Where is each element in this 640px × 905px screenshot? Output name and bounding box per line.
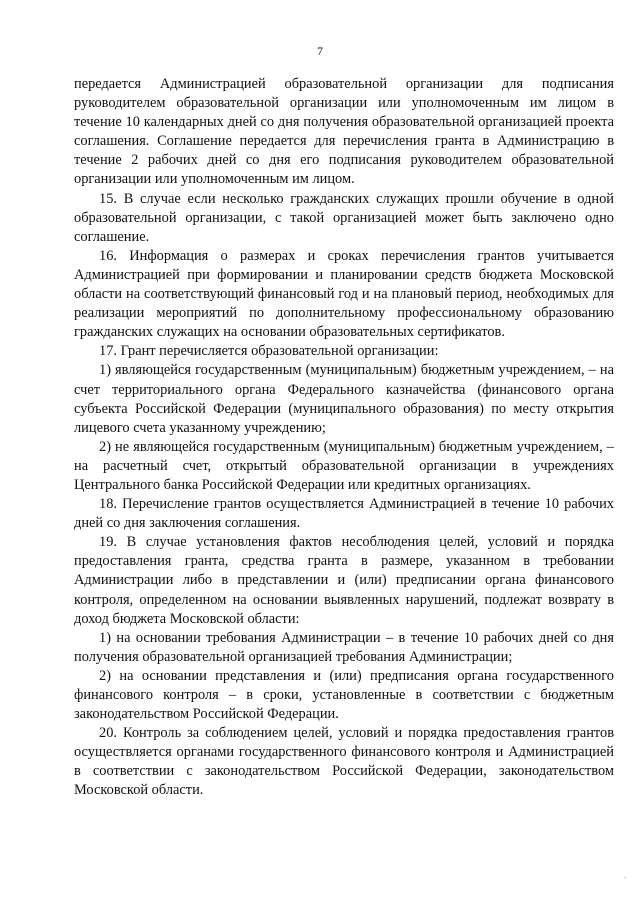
paragraph-17-item-1: 1) являющейся государственным (муниципальным) бюджетным учреждением, – на счет территориального органа Федерального казначейства (финансового органа субъекта Российской Федерации (муниципального образования) по месту открытия лицевого счета указанному учреждению; xyxy=(74,362,614,436)
scan-edge-mark: . xyxy=(624,871,626,880)
page-number: 7 xyxy=(317,44,323,58)
document-body xyxy=(74,75,614,801)
paragraph-15: 15. В случае если несколько гражданских служащих прошли обучение в одной образовательной организации, с такой организацией может быть заключено одно соглашение. xyxy=(74,190,614,245)
paragraph-continuation: передается Администрацией образовательной организации для подписания руководителем образовательной организации или уполномоченным им лицом в течение 10 календарных дней со дня получения образовательной организацией проекта соглашения. Соглашение передается для перечисления гранта в Администрацию в течение 2 рабочих дней со дня его подписания руководителем образовательной организации или уполномоченным им лицом. xyxy=(74,76,614,188)
paragraph-17: 17. Грант перечисляется образовательной организации: xyxy=(99,343,439,360)
paragraph-19-item-2: 2) на основании представления и (или) предписания органа государственного финансового контроля – в сроки, установленные в соответствии с бюджетным законодательством Российской Федерации. xyxy=(74,667,614,723)
paragraph-19-item-1: 1) на основании требования Администрации – в течение 10 рабочих дней со дня получения образовательной организацией требования Администрации; xyxy=(74,629,614,665)
paragraph-16: 16. Информация о размерах и сроках перечисления грантов учитывается Администрацией при формировании и планировании средств бюджета Московской области на соответствующий финансовый год и на плановый период, необходимых для реализации мероприятий по дополнительному профессиональному образованию гражданских служащих на основании образовательных сертификатов. xyxy=(74,247,614,341)
paragraph-17-item-2: 2) не являющейся государственным (муниципальным) бюджетным учреждением, – на расчетный счет, открытый образовательной организации в учреждениях Центрального банка Российской Федерации или кредитных организациях. xyxy=(74,438,614,493)
paragraph-19: 19. В случае установления фактов несоблюдения целей, условий и порядка предоставления гранта, средства гранта в размере, указанном в требовании Администрации либо в представлении и (или) предписании органа финансового контроля, определенном на основании выявленных нарушений, подлежат возврату в доход бюджета Московской области: xyxy=(74,534,614,627)
paragraph-18: 18. Перечисление грантов осуществляется Администрацией в течение 10 рабочих дней со дня заключения соглашения. xyxy=(74,496,614,532)
paragraph-20: 20. Контроль за соблюдением целей, условий и порядка предоставления грантов осуществляется органами государственного финансового контроля и Администрацией в соответствии с законодательством Российской Федерации, законодательством Московской области. xyxy=(74,725,614,799)
